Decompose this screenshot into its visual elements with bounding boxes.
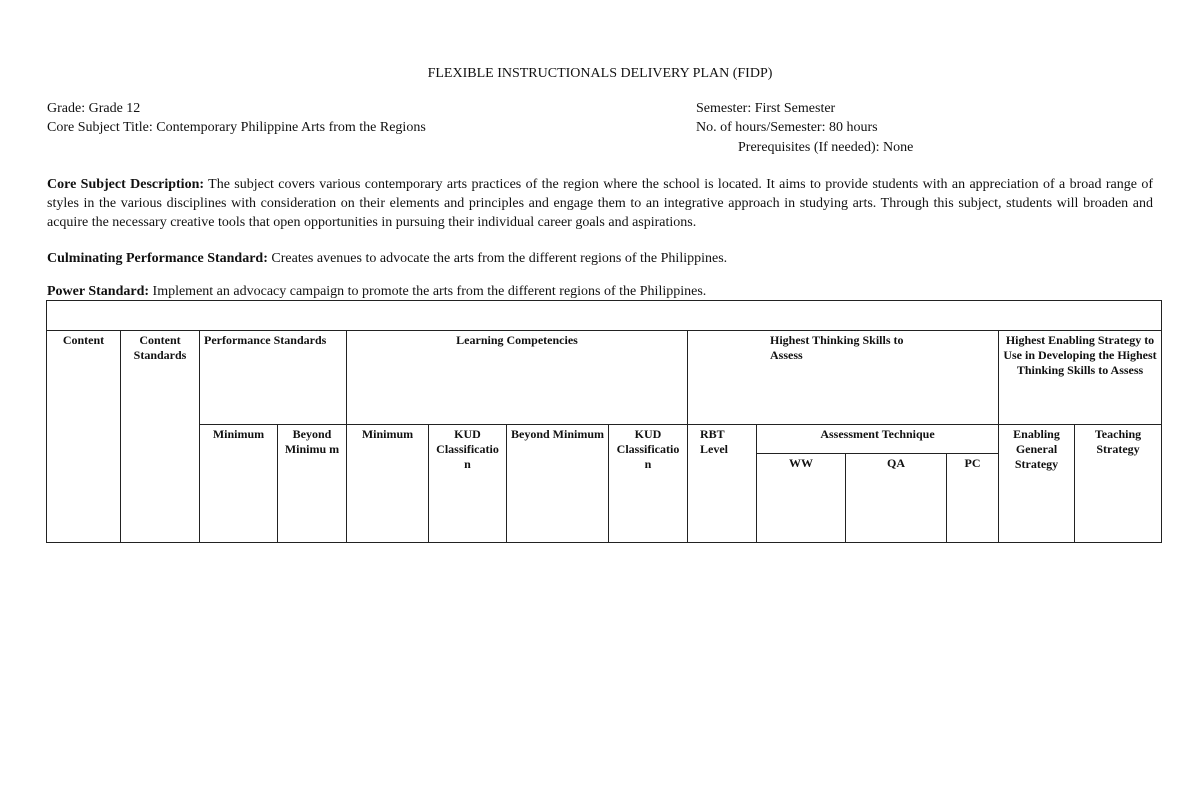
- culminating-standard: [47, 249, 1153, 268]
- header-learning-competencies: Learning Competencies: [347, 331, 688, 425]
- core-subject-description: [47, 175, 1153, 232]
- culminating-text: Creates avenues to advocate the arts from the different regions of the Philippines.: [271, 251, 728, 266]
- prerequisites-line: [738, 138, 913, 157]
- header-assessment-technique: Assessment Technique: [757, 425, 999, 454]
- header-pc: PC: [947, 454, 999, 543]
- culminating-label: Culminating Performance Standard:: [47, 251, 268, 266]
- header-ps-beyond-minimum: Beyond Minimu m: [278, 425, 347, 543]
- header-highest-enabling-strategy: Highest Enabling Strategy to Use in Developing the Highest Thinking Skills to Assess: [999, 331, 1162, 425]
- grade-line: [47, 99, 140, 118]
- power-standard: [47, 282, 1153, 301]
- fidp-table: [46, 300, 1162, 543]
- header-highest-thinking-skills: Highest Thinking Skills to Assess: [688, 331, 999, 425]
- description-text: The subject covers various contemporary arts practices of the region where the school is located. It aims to provide students with an appreciation of a broad range of styles in the various disciplines with consideration on their elements and principles and engage them to an integrative approach in studying arts. Through this subject, students will broaden and acquire the necessary creative tools that open opportunities in pursuing their individual career goals and aspirations.: [47, 177, 1153, 230]
- hours-value: 80 hours: [828, 120, 878, 135]
- grade-value: Grade 12: [88, 101, 141, 116]
- header-content: Content: [47, 331, 121, 543]
- header-kud-classification-2: KUD Classificatio n: [609, 425, 688, 543]
- header-qa: QA: [846, 454, 947, 543]
- semester-line: [696, 99, 835, 118]
- header-teaching-strategy: Teaching Strategy: [1075, 425, 1162, 543]
- header-kud-classification-1: KUD Classificatio n: [429, 425, 507, 543]
- table-blank-row: [47, 301, 1162, 331]
- semester-value: First Semester: [754, 101, 836, 116]
- header-lc-minimum: Minimum: [347, 425, 429, 543]
- hours-line: [696, 118, 878, 137]
- subject-label: Core Subject Title:: [47, 120, 153, 135]
- header-enabling-general-strategy: Enabling General Strategy: [999, 425, 1075, 543]
- header-ww: WW: [757, 454, 846, 543]
- table-header-row: [47, 331, 1162, 425]
- header-content-standards: Content Standards: [121, 331, 200, 543]
- table-subheader-row: [47, 425, 1162, 454]
- header-ps-minimum: Minimum: [200, 425, 278, 543]
- header-rbt-level: RBT Level: [688, 425, 757, 543]
- prerequisites-value: None: [883, 140, 914, 155]
- grade-label: Grade:: [47, 101, 86, 116]
- power-text: Implement an advocacy campaign to promote the arts from the different regions of the Philippines.: [152, 284, 707, 299]
- document-title: FLEXIBLE INSTRUCTIONALS DELIVERY PLAN (FIDP): [427, 66, 773, 81]
- semester-label: Semester:: [696, 101, 752, 116]
- power-label: Power Standard:: [47, 284, 150, 299]
- subject-line: [47, 118, 426, 137]
- header-performance-standards: Performance Standards: [200, 331, 347, 425]
- hours-label: No. of hours/Semester:: [696, 120, 826, 135]
- prerequisites-label: Prerequisites (If needed):: [738, 140, 880, 155]
- description-label: Core Subject Description:: [47, 177, 205, 192]
- subject-value: Contemporary Philippine Arts from the Regions: [156, 120, 426, 135]
- table-blank-cell: [47, 301, 1162, 331]
- header-lc-beyond-minimum: Beyond Minimum: [507, 425, 609, 543]
